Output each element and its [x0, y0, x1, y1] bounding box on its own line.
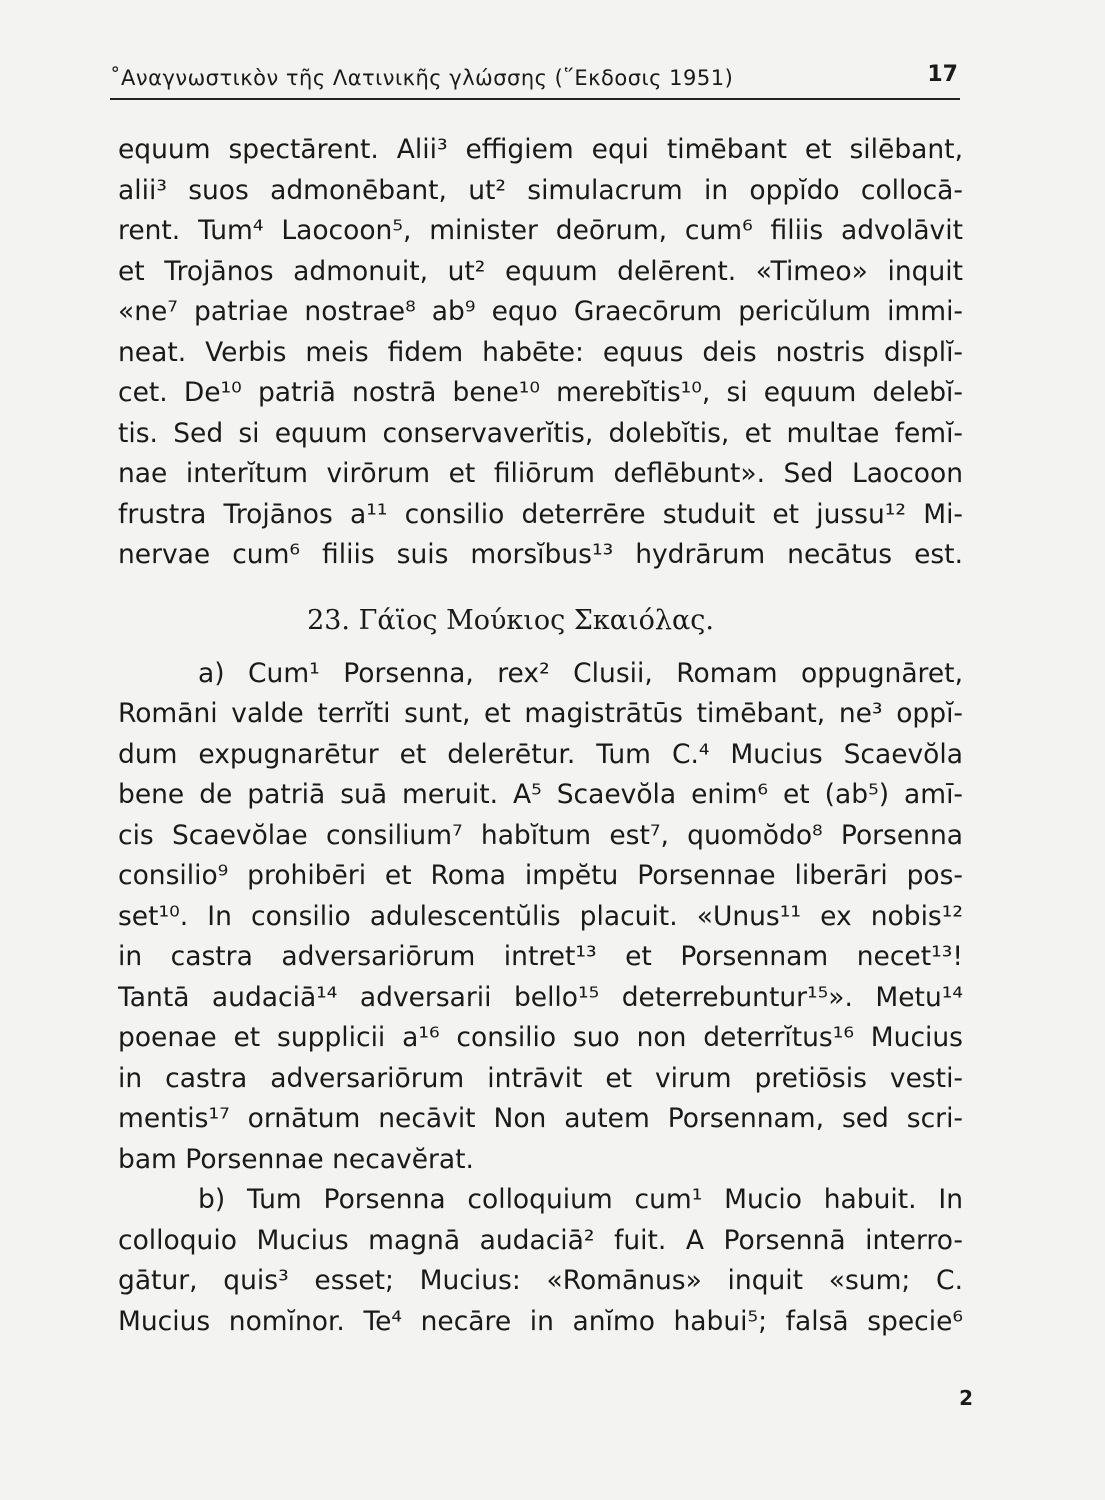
text-line: dum expugnarētur et delerētur. Tum C.⁴ Mucius Scaevŏla — [118, 738, 963, 770]
running-header — [110, 58, 960, 100]
paragraph-a — [118, 654, 963, 1181]
text-line: cis Scaevŏlae consilium⁷ habĭtum est⁷, quomŏdo⁸ Porsenna — [118, 819, 963, 851]
text-line: cet. De¹⁰ patriā nostrā bene¹⁰ merebĭtis¹⁰, si equum delebĭ- — [118, 377, 963, 408]
text-line: equum spectārent. Alii³ effigiem equi timēbant et silēbant, — [118, 134, 963, 165]
text-line: in castra adversariōrum intret¹³ et Porsennam necet¹³! — [118, 941, 963, 972]
page-number: 17 — [927, 62, 958, 87]
text-line: alii³ suos admonēbant, ut² simulacrum in oppĭdo collocā- — [118, 174, 963, 206]
text-line: a) Cum¹ Porsenna, rex² Clusii, Romam oppugnāret, — [198, 657, 963, 689]
text-line: b) Tum Porsenna colloquium cum¹ Mucio habuit. In — [198, 1184, 963, 1215]
text-line: consilio⁹ prohibēri et Roma impĕtu Porsennae liberāri pos- — [118, 860, 963, 891]
text-line: «ne⁷ patriae nostrae⁸ ab⁹ equo Graecōrum pericŭlum immi- — [118, 296, 963, 327]
text-line: frustra Trojānos a¹¹ consilio deterrēre studuit et jussu¹² Mi- — [118, 498, 963, 530]
text-line: rent. Tum⁴ Laocoon⁵, minister deōrum, cum⁶ filiis advolāvit — [118, 215, 963, 246]
text-line: bam Porsennae necavĕrat. — [118, 1143, 474, 1175]
text-line: nae interĭtum virōrum et filiōrum deflēbunt». Sed Laocoon — [118, 458, 963, 489]
text-line: poenae et supplicii a¹⁶ consilio suo non deterrĭtus¹⁶ Mucius — [118, 1022, 963, 1053]
text-line: Tantā audaciā¹⁴ adversarii bello¹⁵ deterrebuntur¹⁵». Metu¹⁴ — [118, 981, 963, 1013]
section-heading: 23. Γάϊος Μούκιος Σκαιόλας. — [307, 604, 714, 636]
text-line: et Trojānos admonuit, ut² equum delērent. «Timeo» inquit — [118, 255, 963, 287]
header-title: ˚Αναγνωστικὸν τῆς Λατινικῆς γλώσσης (῞Εκδοσις 1951) — [110, 66, 734, 90]
text-line: Romāni valde terrĭti sunt, et magistrātūs timēbant, ne³ oppĭ- — [118, 698, 963, 729]
page-body — [118, 130, 963, 1342]
text-line: in castra adversariōrum intrāvit et virum pretiōsis vesti- — [118, 1062, 963, 1094]
signature-mark: 2 — [959, 1386, 973, 1410]
text-line: colloquio Mucius magnā audaciā² fuit. A Porsennā interro- — [118, 1224, 963, 1256]
text-line: tis. Sed si equum conservaverĭtis, dolebĭtis, et multae femĭ- — [118, 417, 963, 449]
text-line: neat. Verbis meis fidem habēte: equus deis nostris displĭ- — [118, 336, 963, 368]
text-line: mentis¹⁷ ornātum necāvit Non autem Porsennam, sed scri- — [118, 1103, 963, 1134]
text-line: nervae cum⁶ filiis suis morsĭbus¹³ hydrārum necātus est. — [118, 539, 963, 570]
paragraph-laocoon — [118, 130, 963, 576]
text-line: bene de patriā suā meruit. A⁵ Scaevŏla enim⁶ et (ab⁵) amī- — [118, 779, 963, 810]
text-line: Mucius nomĭnor. Te⁴ necāre in anĭmo habui⁵; falsā specie⁶ — [118, 1305, 963, 1337]
text-line: set¹⁰. In consilio adulescentŭlis placuit. «Unus¹¹ ex nobis¹² — [118, 900, 963, 932]
paragraph-b — [118, 1180, 963, 1342]
text-line: gātur, quis³ esset; Mucius: «Romānus» inquit «sum; C. — [118, 1265, 963, 1296]
